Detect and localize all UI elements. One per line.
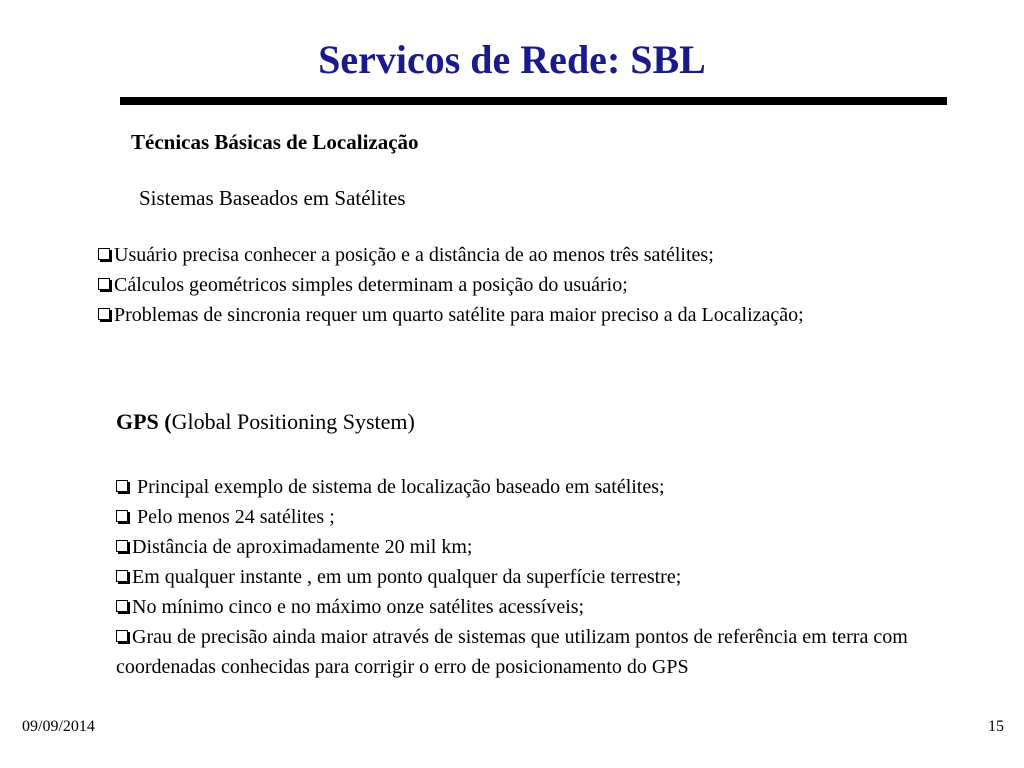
list-item-text: Problemas de sincronia requer um quarto satélite para maior preciso a da Localização; xyxy=(114,304,804,326)
checkbox-bullet-icon xyxy=(98,248,110,260)
list-item xyxy=(98,300,898,330)
gps-expansion: Global Positioning System) xyxy=(171,409,415,434)
list-item xyxy=(116,592,996,622)
gps-label: GPS ( xyxy=(116,409,172,434)
checkbox-bullet-icon xyxy=(116,600,128,612)
checkbox-bullet-icon xyxy=(98,308,110,320)
list-item xyxy=(116,532,996,562)
list-item xyxy=(116,622,996,682)
list-item-text: Principal exemplo de sistema de localização baseado em satélites; xyxy=(132,476,665,498)
checkbox-bullet-icon xyxy=(116,480,128,492)
list-item xyxy=(98,270,898,300)
section-heading: Técnicas Básicas de Localização xyxy=(131,130,419,154)
checkbox-bullet-icon xyxy=(116,510,128,522)
footer-date: 09/09/2014 xyxy=(22,718,95,735)
checkbox-bullet-icon xyxy=(116,630,128,642)
page-number: 15 xyxy=(988,718,1004,735)
list-item-text: Usuário precisa conhecer a posição e a distância de ao menos três satélites; xyxy=(114,244,714,266)
satellite-bullet-list xyxy=(98,240,898,330)
checkbox-bullet-icon xyxy=(116,570,128,582)
list-item-text: No mínimo cinco e no máximo onze satélites acessíveis; xyxy=(132,596,585,618)
list-item xyxy=(98,240,898,270)
list-item xyxy=(116,502,996,532)
slide-title: Servicos de Rede: SBL xyxy=(318,37,706,82)
list-item-text: Distância de aproximadamente 20 mil km; xyxy=(132,536,473,558)
gps-heading xyxy=(116,409,415,435)
list-item-text: Cálculos geométricos simples determinam a posição do usuário; xyxy=(114,274,628,296)
list-item xyxy=(116,562,996,592)
title-divider xyxy=(120,97,947,105)
checkbox-bullet-icon xyxy=(98,278,110,290)
list-item-text: Em qualquer instante , em um ponto qualquer da superfície terrestre; xyxy=(132,566,682,588)
list-item xyxy=(116,472,996,502)
list-item-text: Pelo menos 24 satélites ; xyxy=(132,506,335,528)
list-item-text: Grau de precisão ainda maior através de sistemas que utilizam pontos de referência em terra com coordenadas conhecidas para corrigir o erro de posicionamento do GPS xyxy=(116,626,908,678)
gps-bullet-list xyxy=(116,472,996,682)
section-subheading: Sistemas Baseados em Satélites xyxy=(139,186,406,210)
checkbox-bullet-icon xyxy=(116,540,128,552)
